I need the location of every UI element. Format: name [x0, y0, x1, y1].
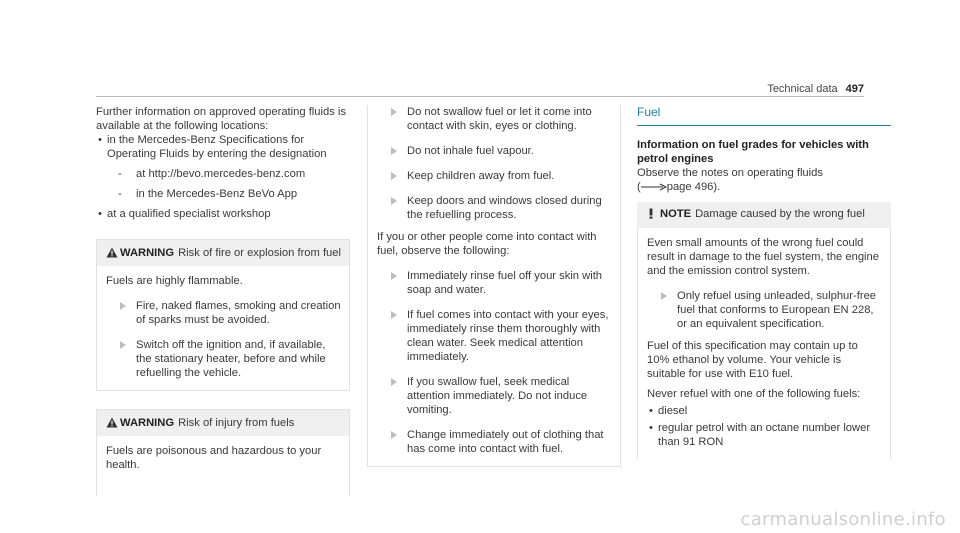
note-text: Even small amounts of the wrong fuel could result in damage to the fuel system, the engine and the emission control system.: [647, 237, 879, 277]
exclamation-icon: [646, 208, 660, 223]
warning-body: [97, 436, 349, 496]
note-title: Damage caused by the wrong fuel: [695, 208, 865, 220]
intro-text: Further information on approved operating fluids is available at the following locations:: [96, 106, 346, 132]
warning-header: [97, 410, 349, 436]
step-item: Keep children away from fuel.: [377, 169, 612, 183]
section-title: Fuel: [637, 105, 891, 126]
column-2: [367, 105, 621, 467]
step-item: Do not inhale fuel vapour.: [377, 144, 612, 158]
column-1: [96, 105, 350, 496]
warning-continuation-box: [367, 105, 621, 467]
list-item: • regular petrol with an octane number lower than 91 RON: [647, 421, 882, 449]
subsection-title: Information on fuel grades for vehicles with petrol engines: [637, 139, 869, 165]
list-item: - in the Mercedes-Benz BeVo App: [107, 187, 350, 201]
warning-box-fire: [96, 239, 350, 391]
warning-box-injury: [96, 409, 350, 496]
cross-reference[interactable]: ( page 496).: [637, 181, 721, 193]
page-number: 497: [845, 83, 864, 95]
step-item: Immediately rinse fuel off your skin with soap and water.: [377, 269, 612, 297]
list-item: • at a qualified specialist workshop: [96, 207, 350, 221]
warning-heading: [120, 246, 341, 260]
spec-text: Fuel of this specification may contain up to 10% ethanol by volume. Your vehicle is suitable for use with E10 fuel.: [647, 340, 858, 380]
list-item: - at http://bevo.mercedes-benz.com: [107, 167, 350, 181]
step-item: Only refuel using unleaded, sulphur-free fuel that conforms to European EN 228, or an equivalent specification.: [647, 289, 882, 331]
warning-body: [97, 266, 349, 390]
warning-text: Fuels are highly flammable.: [106, 275, 243, 287]
locations-list: [96, 133, 350, 221]
warning-header: [97, 240, 349, 266]
list-item: • in the Mercedes-Benz Specifications for Operating Fluids by entering the designation - at http://bevo.mercedes-benz.com - in the Mercedes-Benz BeVo App: [96, 133, 350, 201]
step-item: Do not swallow fuel or let it come into contact with skin, eyes or clothing.: [377, 105, 612, 133]
observe-text: Observe the notes on operating fluids: [637, 167, 823, 179]
column-3: [637, 105, 891, 459]
watermark: carmanualsonline.info: [740, 509, 946, 530]
warning-text: Fuels are poisonous and hazardous to your health.: [106, 445, 322, 471]
warning-triangle-icon: [106, 247, 120, 260]
warning-triangle-icon: [106, 417, 120, 430]
note-body: [637, 228, 891, 459]
xref-page: page 496).: [666, 181, 721, 193]
never-text: Never refuel with one of the following fuels:: [647, 388, 861, 400]
sub-locations-list: [107, 167, 350, 201]
warning-heading: [120, 416, 294, 430]
arrow-right-icon: [641, 183, 667, 191]
note-heading: [660, 207, 865, 223]
warning-title: Risk of injury from fuels: [178, 417, 295, 429]
step-item: Switch off the ignition and, if available, the stationary heater, before and while refuelling the vehicle.: [106, 338, 341, 380]
warning-title: Risk of fire or explosion from fuel: [178, 247, 341, 259]
note-label: NOTE: [660, 208, 692, 220]
step-item: Change immediately out of clothing that has come into contact with fuel.: [377, 428, 612, 456]
wrong-fuels-list: [647, 404, 882, 449]
list-item: • diesel: [647, 404, 882, 418]
note-header: [637, 202, 891, 228]
contact-text: If you or other people come into contact with fuel, observe the following:: [377, 231, 597, 257]
header-rule: [96, 96, 864, 97]
step-item: Keep doors and windows closed during the refuelling process.: [377, 194, 612, 222]
warning-label: WARNING: [120, 247, 175, 259]
step-item: If you swallow fuel, seek medical attention immediately. Do not induce vomiting.: [377, 375, 612, 417]
page-header: [767, 82, 864, 96]
step-item: Fire, naked flames, smoking and creation of sparks must be avoided.: [106, 299, 341, 327]
step-item: If fuel comes into contact with your eyes, immediately rinse them thoroughly with clean water. Seek medical attention immediately.: [377, 308, 612, 364]
header-section: Technical data: [767, 83, 838, 95]
warning-label: WARNING: [120, 417, 175, 429]
